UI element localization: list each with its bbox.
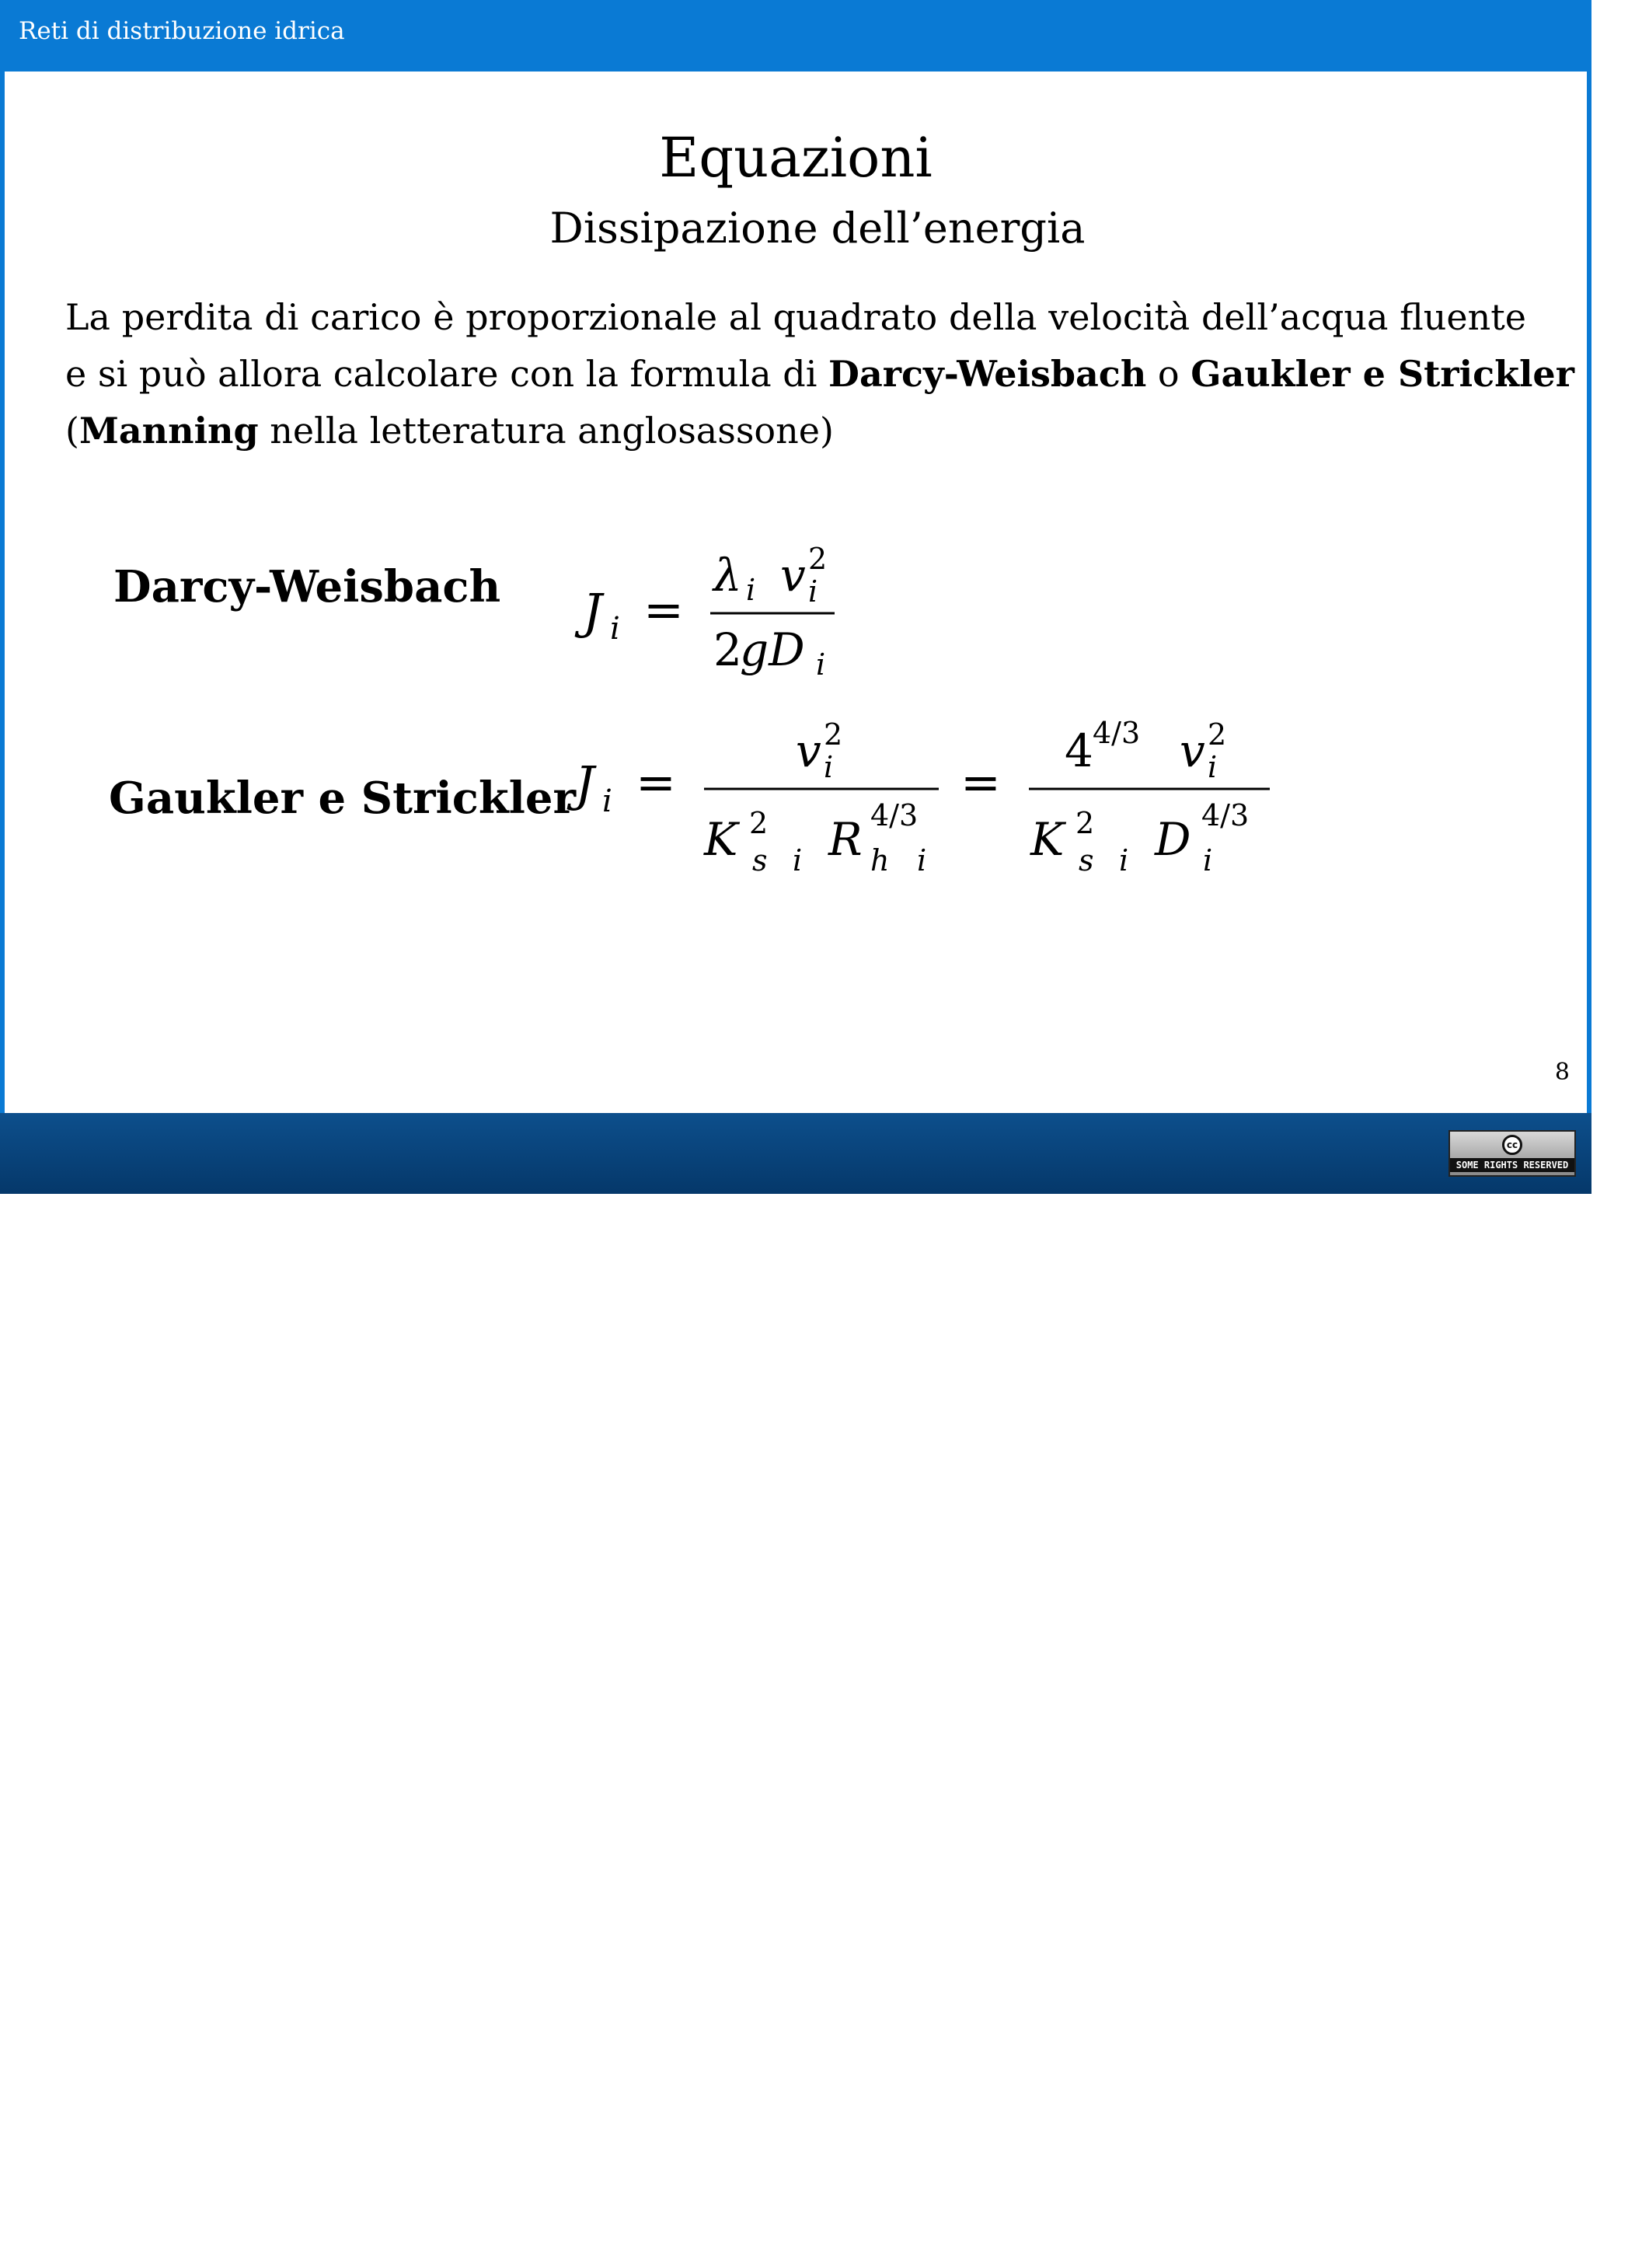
svg-text:i: i [808,574,818,609]
svg-text:i: i [602,783,612,819]
svg-text:i: i [1203,843,1213,878]
svg-text:i: i [917,843,927,878]
svg-text:2: 2 [808,542,828,576]
paragraph-text: e si può allora calcolare con la formula di [65,353,829,395]
svg-text:2: 2 [1208,717,1227,752]
svg-text:v: v [780,549,806,602]
paragraph-term-darcy: Darcy-Weisbach [828,353,1147,395]
svg-text:R: R [828,813,863,866]
paragraph-term-strickler: Gaukler e Strickler [1191,353,1574,395]
svg-text:2: 2 [749,806,769,840]
svg-text:4/3: 4/3 [1201,798,1250,832]
svg-text:i: i [824,750,834,784]
svg-text:h: h [870,843,890,878]
page-number: 8 [1554,1059,1570,1086]
svg-text:λ: λ [713,549,742,602]
author-name: Riccardo Rigon [19,2238,213,2268]
svg-text:2: 2 [713,623,742,676]
svg-text:4: 4 [1065,724,1093,777]
svg-text:2: 2 [824,717,843,752]
svg-text:i: i [1208,750,1218,784]
header-bar [0,0,1591,72]
paragraph-term-manning: Manning [78,410,259,452]
paragraph-text: ( [65,410,79,452]
svg-text:i: i [746,573,756,607]
slide-subtitle: Dissipazione dell’energia [549,204,1086,253]
paragraph-line-1: La perdita di carico è proporzionale al quadrato della velocità dell’acqua fluente [65,296,1526,338]
svg-text:s: s [752,843,768,878]
svg-text:J: J [575,755,594,812]
svg-text:v: v [1180,724,1205,777]
svg-text:=: = [960,754,1001,811]
creative-commons-icon: cc [1502,1135,1522,1155]
svg-text:J: J [583,583,602,640]
svg-text:4/3: 4/3 [1093,716,1141,750]
svg-text:=: = [636,754,676,811]
slide-title: Equazioni [659,126,933,190]
svg-text:s: s [1079,843,1094,878]
formula-label-gaukler-strickler: Gaukler e Strickler [109,773,577,824]
svg-text:i: i [816,647,826,682]
paragraph-line-2 [65,346,1574,403]
slide-paragraph [65,289,1574,459]
footer-bar [0,1113,1591,2268]
formula-label-darcy-weisbach: Darcy-Weisbach [113,561,501,612]
paragraph-text: o [1146,353,1191,395]
darcy-weisbach-formula [574,542,835,682]
license-badge-text: SOME RIGHTS RESERVED [1450,1158,1574,1172]
svg-text:i: i [610,611,620,647]
course-title: Reti di distribuzione idrica [19,17,345,45]
paragraph-line-3 [65,403,1526,459]
svg-text:=: = [643,581,684,638]
svg-text:i: i [1119,843,1129,878]
svg-text:2: 2 [1075,806,1095,840]
svg-text:i: i [793,843,803,878]
svg-text:K: K [1030,813,1065,866]
paragraph-text: nella letteratura anglosassone) [258,410,834,452]
svg-text:v: v [796,724,821,777]
gaukler-strickler-formula [566,716,1270,878]
svg-text:K: K [704,813,738,866]
svg-text:gD: gD [740,623,805,676]
cc-license-badge[interactable] [1448,1130,1576,1177]
svg-text:D: D [1155,813,1191,866]
svg-text:4/3: 4/3 [870,798,919,832]
